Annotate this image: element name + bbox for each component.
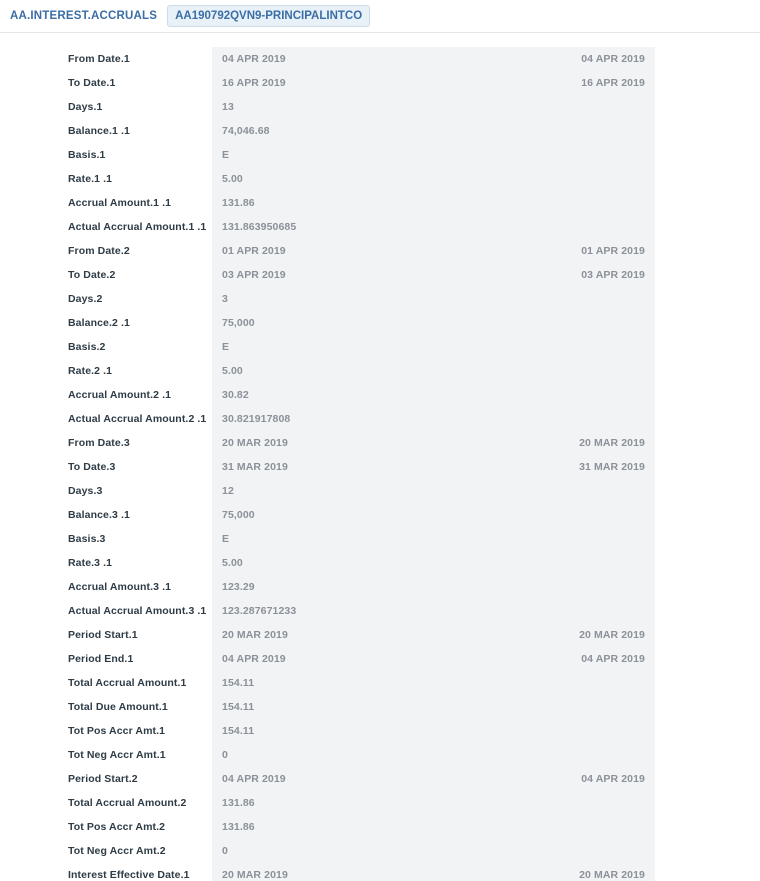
field-value-box[interactable] (212, 839, 655, 863)
field-value-secondary: 20 MAR 2019 (579, 629, 645, 641)
field-value-box[interactable] (212, 815, 655, 839)
field-value-box[interactable] (212, 215, 655, 239)
form-row (0, 767, 760, 791)
field-value: E (222, 149, 230, 161)
field-value: 75,000 (222, 509, 255, 521)
form-row (0, 143, 760, 167)
field-value-secondary: 20 MAR 2019 (579, 437, 645, 449)
field-value-box[interactable] (212, 575, 655, 599)
field-value: 13 (222, 101, 234, 113)
form-row (0, 743, 760, 767)
field-label: Total Accrual Amount.1 (68, 677, 187, 689)
field-value-box[interactable] (212, 527, 655, 551)
field-value-box[interactable] (212, 431, 655, 455)
field-value-box[interactable] (212, 71, 655, 95)
field-label: From Date.1 (68, 53, 130, 65)
field-value: E (222, 341, 230, 353)
field-value-box[interactable] (212, 359, 655, 383)
field-value-box[interactable] (212, 671, 655, 695)
form-row (0, 215, 760, 239)
form-row (0, 815, 760, 839)
form-row (0, 647, 760, 671)
field-value-box[interactable] (212, 719, 655, 743)
field-label: Rate.3 .1 (68, 557, 113, 569)
field-value: 03 APR 2019 (222, 269, 286, 281)
field-value-box[interactable] (212, 791, 655, 815)
field-label: Actual Accrual Amount.2 .1 (68, 413, 207, 425)
field-label: To Date.3 (68, 461, 116, 473)
field-label: To Date.2 (68, 269, 116, 281)
form-row (0, 359, 760, 383)
field-label: From Date.2 (68, 245, 130, 257)
form-row (0, 503, 760, 527)
field-value-secondary: 04 APR 2019 (581, 53, 645, 65)
form-row (0, 695, 760, 719)
field-label: To Date.1 (68, 77, 116, 89)
field-value: 131.863950685 (222, 221, 297, 233)
form-row (0, 239, 760, 263)
field-value: 123.287671233 (222, 605, 297, 617)
field-value: 3 (222, 293, 228, 305)
field-value-box[interactable] (212, 47, 655, 71)
record-header (0, 0, 760, 33)
field-label: Interest Effective Date.1 (68, 869, 190, 881)
form-row (0, 527, 760, 551)
field-value-box[interactable] (212, 455, 655, 479)
field-value-secondary: 03 APR 2019 (581, 269, 645, 281)
field-label: Days.3 (68, 485, 103, 497)
field-label: Tot Pos Accr Amt.2 (68, 821, 166, 833)
form-row (0, 431, 760, 455)
field-value-secondary: 04 APR 2019 (581, 653, 645, 665)
field-value-secondary: 20 MAR 2019 (579, 869, 645, 881)
field-value-secondary: 16 APR 2019 (581, 77, 645, 89)
field-value-box[interactable] (212, 503, 655, 527)
field-label: Tot Neg Accr Amt.1 (68, 749, 166, 761)
field-value-box[interactable] (212, 167, 655, 191)
field-label: Rate.2 .1 (68, 365, 113, 377)
page-title: AA.INTEREST.ACCRUALS (10, 10, 158, 22)
form-row (0, 311, 760, 335)
field-value: E (222, 533, 230, 545)
field-value: 04 APR 2019 (222, 53, 286, 65)
field-label: Basis.3 (68, 533, 106, 545)
field-value: 16 APR 2019 (222, 77, 286, 89)
form-row (0, 863, 760, 881)
field-value-secondary: 31 MAR 2019 (579, 461, 645, 473)
form-row (0, 719, 760, 743)
field-value: 12 (222, 485, 234, 497)
form-row (0, 551, 760, 575)
field-value: 0 (222, 845, 228, 857)
field-label: Basis.1 (68, 149, 106, 161)
form-row (0, 95, 760, 119)
field-label: Total Due Amount.1 (68, 701, 168, 713)
record-id-chip[interactable]: AA190792QVN9-PRINCIPALINTCO (167, 5, 370, 27)
form-row (0, 263, 760, 287)
field-value: 5.00 (222, 557, 243, 569)
field-value: 04 APR 2019 (222, 773, 286, 785)
field-value-box[interactable] (212, 479, 655, 503)
form-row (0, 455, 760, 479)
field-value: 31 MAR 2019 (222, 461, 288, 473)
field-value-box[interactable] (212, 407, 655, 431)
field-value: 131.86 (222, 797, 255, 809)
field-value-box[interactable] (212, 263, 655, 287)
form-row (0, 287, 760, 311)
field-value-box[interactable] (212, 551, 655, 575)
form-row (0, 575, 760, 599)
field-label: Accrual Amount.2 .1 (68, 389, 172, 401)
field-value-box[interactable] (212, 863, 655, 881)
form-page (0, 33, 760, 881)
field-value-box[interactable] (212, 743, 655, 767)
field-value-box[interactable] (212, 695, 655, 719)
form-row (0, 335, 760, 359)
field-value: 20 MAR 2019 (222, 437, 288, 449)
form-row (0, 191, 760, 215)
field-value-box[interactable] (212, 383, 655, 407)
field-label: Days.1 (68, 101, 103, 113)
field-label: Days.2 (68, 293, 103, 305)
field-label: Period Start.1 (68, 629, 138, 641)
field-label: Basis.2 (68, 341, 106, 353)
field-value-box[interactable] (212, 191, 655, 215)
field-value-box[interactable] (212, 311, 655, 335)
form-row (0, 599, 760, 623)
field-label: Total Accrual Amount.2 (68, 797, 187, 809)
field-label: Tot Neg Accr Amt.2 (68, 845, 166, 857)
field-value-box[interactable] (212, 143, 655, 167)
field-value-box[interactable] (212, 335, 655, 359)
field-value: 131.86 (222, 821, 255, 833)
form-field-list (0, 47, 760, 881)
field-value: 30.82 (222, 389, 249, 401)
field-label: From Date.3 (68, 437, 130, 449)
field-value: 04 APR 2019 (222, 653, 286, 665)
field-value: 30.821917808 (222, 413, 291, 425)
form-row (0, 791, 760, 815)
field-value: 131.86 (222, 197, 255, 209)
form-row (0, 479, 760, 503)
field-value: 0 (222, 749, 228, 761)
field-label: Rate.1 .1 (68, 173, 113, 185)
field-value: 74,046.68 (222, 125, 270, 137)
form-row (0, 167, 760, 191)
field-value: 5.00 (222, 365, 243, 377)
field-value: 154.11 (222, 725, 255, 737)
field-value: 20 MAR 2019 (222, 869, 288, 881)
form-row (0, 47, 760, 71)
field-value-box[interactable] (212, 599, 655, 623)
field-label: Balance.1 .1 (68, 125, 130, 137)
field-label: Actual Accrual Amount.3 .1 (68, 605, 207, 617)
field-value-box[interactable] (212, 239, 655, 263)
field-value-secondary: 01 APR 2019 (581, 245, 645, 257)
field-label: Accrual Amount.3 .1 (68, 581, 172, 593)
form-row (0, 839, 760, 863)
field-value-box[interactable] (212, 119, 655, 143)
field-value-box[interactable] (212, 623, 655, 647)
form-row (0, 407, 760, 431)
field-label: Balance.2 .1 (68, 317, 130, 329)
field-value: 01 APR 2019 (222, 245, 286, 257)
field-value: 20 MAR 2019 (222, 629, 288, 641)
field-label: Balance.3 .1 (68, 509, 130, 521)
field-value-box[interactable] (212, 287, 655, 311)
field-value: 75,000 (222, 317, 255, 329)
form-row (0, 71, 760, 95)
field-value: 123.29 (222, 581, 255, 593)
field-label: Accrual Amount.1 .1 (68, 197, 172, 209)
field-label: Period Start.2 (68, 773, 138, 785)
form-row (0, 383, 760, 407)
form-row (0, 119, 760, 143)
field-label: Period End.1 (68, 653, 134, 665)
field-value: 154.11 (222, 677, 255, 689)
field-value: 5.00 (222, 173, 243, 185)
field-value-box[interactable] (212, 647, 655, 671)
form-row (0, 671, 760, 695)
field-value: 154.11 (222, 701, 255, 713)
field-value-secondary: 04 APR 2019 (581, 773, 645, 785)
field-label: Tot Pos Accr Amt.1 (68, 725, 166, 737)
form-row (0, 623, 760, 647)
field-value-box[interactable] (212, 95, 655, 119)
field-value-box[interactable] (212, 767, 655, 791)
field-label: Actual Accrual Amount.1 .1 (68, 221, 207, 233)
